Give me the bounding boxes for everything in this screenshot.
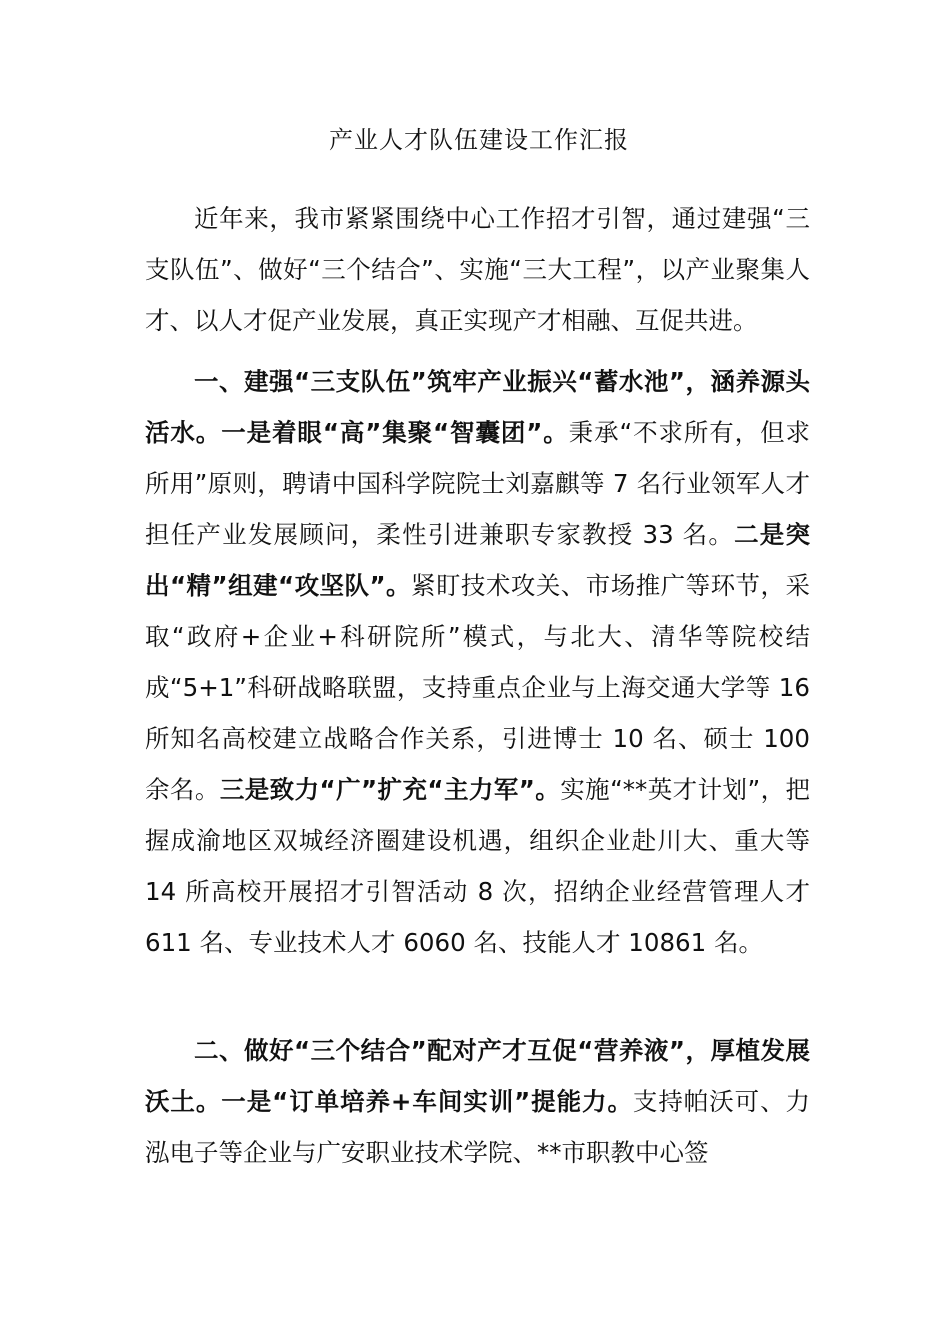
paragraph-text: 支持帕沃可、力泓电子等企业与广安职业技术学院、**市职教中心签 bbox=[145, 1087, 811, 1167]
paragraph-intro bbox=[145, 193, 810, 346]
subheading: 三是致力“广”扩充“主力军”。 bbox=[219, 775, 561, 804]
subheading: 二是突出“精”组建“攻坚队”。 bbox=[145, 520, 811, 600]
paragraph-text: 近年来，我市紧紧围绕中心工作招才引智，通过建强“三支队伍”、做好“三个结合”、实施“三大工程”，以产业聚集人才、以人才促产业发展，真正实现产才相融、互促共进。 bbox=[145, 204, 810, 335]
paragraph-text: 实施“**英才计划”，把握成渝地区双城经济圈建设机遇，组织企业赴川大、重大等 14 所高校开展招才引智活动 8 次，招纳企业经营管理人才 611 名、专业技术人才 6060 名、技能人才 10861 名。 bbox=[145, 775, 810, 957]
paragraph-text: 秉承“不求所有，但求所用”原则，聘请中国科学院院士刘嘉麒等 7 名行业领军人才担任产业发展顾问，柔性引进兼职专家教授 33 名。 bbox=[145, 418, 810, 549]
section-heading: 一、建强“三支队伍”筑牢产业振兴“蓄水池”，涵养源头活水。一是着眼“高”集聚“智囊团”。 bbox=[145, 367, 810, 447]
paragraph-section-two bbox=[145, 1025, 810, 1178]
paragraph-text: 紧盯技术攻关、市场推广等环节，采取“政府+企业+科研院所”模式，与北大、清华等院校结成“5+1”科研战略联盟，支持重点企业与上海交通大学等 16 所知名高校建立战略合作关系，引进博士 10 名、硕士 100 余名。 bbox=[145, 571, 810, 804]
document-title: 产业人才队伍建设工作汇报 bbox=[329, 126, 629, 154]
section-heading: 二、做好“三个结合”配对产才互促“营养液”，厚植发展沃土。一是“订单培养+车间实训”提能力。 bbox=[145, 1036, 810, 1116]
paragraph-section-one bbox=[145, 356, 810, 968]
